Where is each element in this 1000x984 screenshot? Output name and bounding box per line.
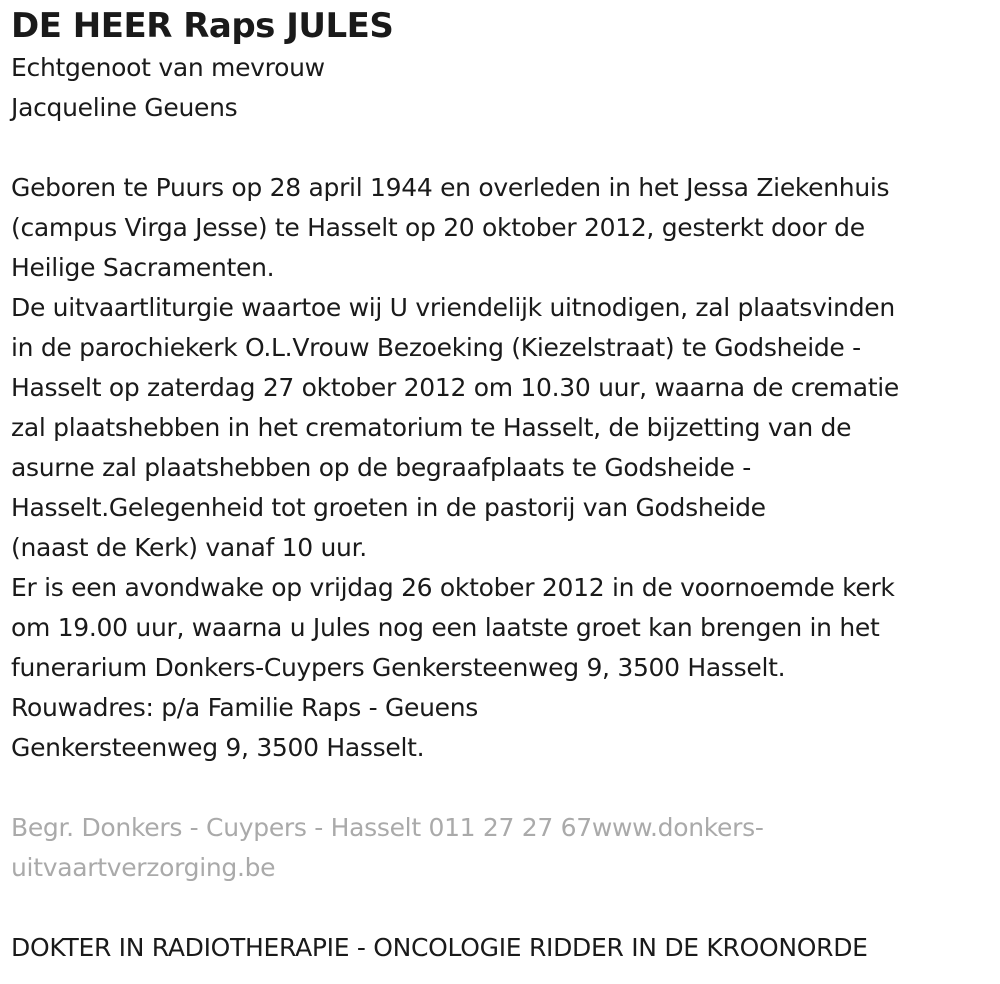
spouse-line: Jacqueline Geuens xyxy=(11,93,238,122)
body-line: Heilige Sacramenten. xyxy=(11,253,275,282)
body-line: Er is een avondwake op vrijdag 26 oktober 2012 in de voornoemde kerk xyxy=(11,573,895,602)
undertaker-line: Begr. Donkers - Cuypers - Hasselt 011 27 27 67www.donkers- xyxy=(11,813,764,842)
notice-body xyxy=(11,168,986,768)
body-line: Hasselt op zaterdag 27 oktober 2012 om 10.30 uur, waarna de crematie xyxy=(11,373,899,402)
body-line: Genkersteenweg 9, 3500 Hasselt. xyxy=(11,733,425,762)
body-line: om 19.00 uur, waarna u Jules nog een laatste groet kan brengen in het xyxy=(11,613,880,642)
undertaker-line: uitvaartverzorging.be xyxy=(11,853,276,882)
spacer xyxy=(11,888,986,928)
body-line: Hasselt.Gelegenheid tot groeten in de pastorij van Godsheide xyxy=(11,493,766,522)
body-line: in de parochiekerk O.L.Vrouw Bezoeking (Kiezelstraat) te Godsheide - xyxy=(11,333,861,362)
body-line: (naast de Kerk) vanaf 10 uur. xyxy=(11,533,367,562)
body-line: Rouwadres: p/a Familie Raps - Geuens xyxy=(11,693,479,722)
body-line: funerarium Donkers-Cuypers Genkersteenweg 9, 3500 Hasselt. xyxy=(11,653,786,682)
body-line: (campus Virga Jesse) te Hasselt op 20 oktober 2012, gesterkt door de xyxy=(11,213,865,242)
obituary-notice xyxy=(11,0,986,968)
body-line: zal plaatshebben in het crematorium te Hasselt, de bijzetting van de xyxy=(11,413,852,442)
spouse-line: Echtgenoot van mevrouw xyxy=(11,53,325,82)
body-line: Geboren te Puurs op 28 april 1944 en overleden in het Jessa Ziekenhuis xyxy=(11,173,890,202)
undertaker-info xyxy=(11,808,986,888)
spacer xyxy=(11,128,986,168)
spacer xyxy=(11,768,986,808)
professional-title: DOKTER IN RADIOTHERAPIE - ONCOLOGIE RIDDER IN DE KROONORDE xyxy=(11,933,868,962)
body-line: De uitvaartliturgie waartoe wij U vriendelijk uitnodigen, zal plaatsvinden xyxy=(11,293,895,322)
deceased-name: DE HEER Raps JULES xyxy=(11,6,394,46)
spouse-block xyxy=(11,48,986,128)
body-line: asurne zal plaatshebben op de begraafplaats te Godsheide - xyxy=(11,453,752,482)
